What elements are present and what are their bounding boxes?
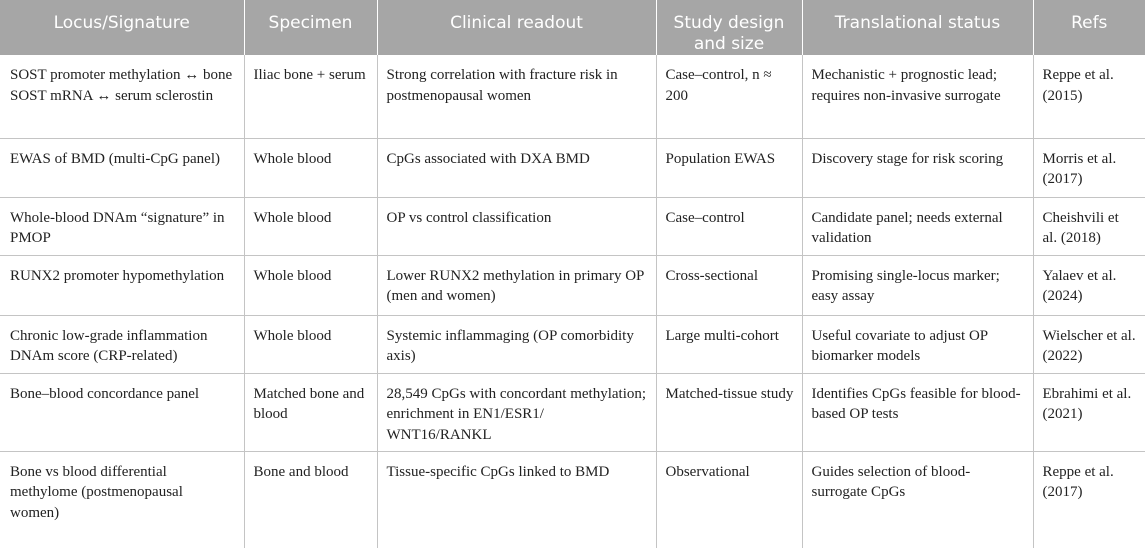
- cell-readout: CpGs associated with DXA BMD: [377, 138, 656, 197]
- cell-specimen: Whole blood: [244, 315, 377, 373]
- cell-design: Case–control: [656, 197, 802, 255]
- cell-status: Useful covariate to adjust OP biomarker models: [802, 315, 1033, 373]
- cell-locus: RUNX2 promoter hypomethylation: [0, 255, 244, 315]
- table-row: [0, 255, 1145, 315]
- cell-status: Promising single-locus marker; easy assay: [802, 255, 1033, 315]
- cell-locus: Bone–blood concordance panel: [0, 373, 244, 451]
- cell-specimen: Whole blood: [244, 255, 377, 315]
- cell-locus: SOST promoter methylation ↔ bone SOST mRNA ↔ serum sclerostin: [0, 55, 244, 138]
- cell-refs: Reppe et al. (2017): [1033, 451, 1145, 548]
- cell-locus: EWAS of BMD (multi-CpG panel): [0, 138, 244, 197]
- table-row: [0, 373, 1145, 451]
- cell-status: Mechanistic + prognostic lead; requires non-invasive surrogate: [802, 55, 1033, 138]
- cell-status: Discovery stage for risk scoring: [802, 138, 1033, 197]
- cell-specimen: Whole blood: [244, 138, 377, 197]
- cell-status: Identifies CpGs feasible for blood-based OP tests: [802, 373, 1033, 451]
- cell-design: Population EWAS: [656, 138, 802, 197]
- cell-design: Large multi-cohort: [656, 315, 802, 373]
- cell-readout: Lower RUNX2 methylation in primary OP (men and women): [377, 255, 656, 315]
- cell-readout: Systemic inflammaging (OP comorbidity axis): [377, 315, 656, 373]
- cell-readout: Tissue-specific CpGs linked to BMD: [377, 451, 656, 548]
- cell-readout: 28,549 CpGs with concordant methylation; enrichment in EN1/ESR1/ WNT16/RANKL: [377, 373, 656, 451]
- cell-locus: Whole-blood DNAm “signature” in PMOP: [0, 197, 244, 255]
- cell-refs: Cheishvili et al. (2018): [1033, 197, 1145, 255]
- cell-locus: Bone vs blood differential methylome (postmenopausal women): [10, 463, 183, 521]
- cell-readout: OP vs control classification: [377, 197, 656, 255]
- cell-refs: Yalaev et al. (2024): [1033, 255, 1145, 315]
- table-row: [0, 197, 1145, 255]
- header-row: [0, 0, 1145, 55]
- cell-refs: Ebrahimi et al. (2021): [1033, 373, 1145, 451]
- header-design: Study design and size: [656, 0, 802, 55]
- cell-specimen: Matched bone and blood: [244, 373, 377, 451]
- cell-status: Candidate panel; needs external validation: [802, 197, 1033, 255]
- cell-refs: Morris et al. (2017): [1033, 138, 1145, 197]
- header-status: Translational status: [802, 0, 1033, 55]
- header-locus: Locus/Signature: [0, 0, 244, 55]
- table-row: [0, 55, 1145, 138]
- table-row: [0, 315, 1145, 373]
- cell-status: Guides selection of blood-surrogate CpGs: [802, 451, 1033, 548]
- cell-specimen: Bone and blood: [244, 451, 377, 548]
- cell-locus: Chronic low-grade inflammation DNAm score (CRP-related): [0, 315, 244, 373]
- cell-specimen: Iliac bone + serum: [244, 55, 377, 138]
- cell-design: Cross-sectional: [656, 255, 802, 315]
- cell-design: Case–control, n ≈ 200: [656, 55, 802, 138]
- cell-design: Matched-tissue study: [656, 373, 802, 451]
- header-readout: Clinical readout: [377, 0, 656, 55]
- cell-design: Observational: [656, 451, 802, 548]
- table-row: [0, 138, 1145, 197]
- table-row: [0, 451, 1145, 548]
- cell-refs: Reppe et al. (2015): [1033, 55, 1145, 138]
- cell-refs: Wielscher et al. (2022): [1033, 315, 1145, 373]
- cell-specimen: Whole blood: [244, 197, 377, 255]
- header-refs: Refs: [1033, 0, 1145, 55]
- cell-readout: Strong correlation with fracture risk in postmenopausal women: [377, 55, 656, 138]
- header-specimen: Specimen: [244, 0, 377, 55]
